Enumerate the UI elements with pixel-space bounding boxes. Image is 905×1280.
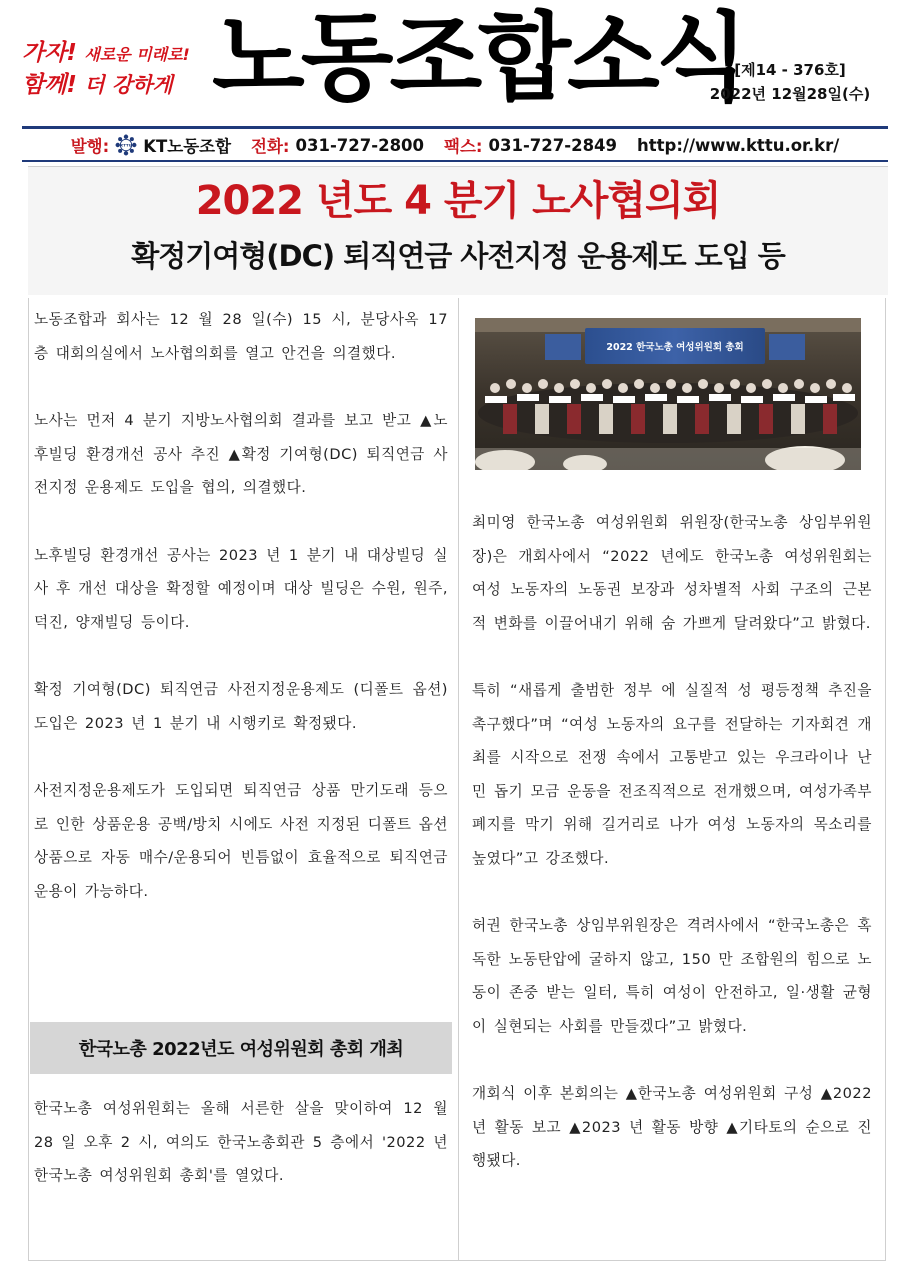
right-paragraph-3: 허권 한국노총 상임부위원장은 격려사에서 “한국노총은 혹독한 노동탄압에 굴하지 않고, 150 만 조합원의 힘으로 노동이 존중 받는 일터, 특히 여성이 안전하고, 일·생활 균형이 실현되는 사회를 만들겠다”고 밝혔다. [472,917,872,1035]
publisher-bar [22,131,888,159]
slogan-line1-b: 새로운 미래로! [84,45,190,64]
photo-banner-text: 2022 한국노총 여성위원회 총회 [606,342,744,353]
fax-label: 팩스: [444,137,483,156]
slogan-line1-a: 가자! [22,40,77,66]
right-paragraph-1: 최미영 한국노총 여성위원회 위원장(한국노총 상임부위원장)은 개회사에서 “2022 년에도 한국노총 여성위원회는 여성 노동자의 노동권 보장과 성차별적 사회 구조의 근본적 변화를 이끌어내기 위해 숨 가쁘게 달려왔다”고 밝혔다. [472,514,872,632]
right-column [472,506,872,1178]
publisher-label: 발행: [70,137,110,156]
event-photo [475,318,861,470]
event-photo-illustration [475,318,861,470]
left-column-section2 [34,1092,448,1193]
left-paragraph-5: 사전지정운용제도가 도입되면 퇴직연금 상품 만기도래 등으로 인한 상품운용 공백/방치 시에도 사전 지정된 디폴트 옵션 상품으로 자동 매수/운용되어 빈틈없이 효율적으로 퇴직연금 운용이 가능하다. [34,782,448,900]
section-subhead: 한국노총 2022년도 여성위원회 총회 개최 [30,1022,452,1074]
website-link[interactable]: http://www.kttu.or.kr/ [637,135,840,155]
left-column [34,303,448,908]
left-paragraph-1: 노동조합과 회사는 12 월 28 일(수) 15 시, 분당사옥 17 층 대회의실에서 노사협의회를 열고 안건을 의결했다. [34,311,448,362]
bottom-rule [22,160,888,162]
slogan-line2-b: 더 강하게 [84,73,173,97]
left-section2-paragraph-1: 한국노총 여성위원회는 올해 서른한 살을 맞이하여 12 월 28 일 오후 2 시, 여의도 한국노총회관 5 층에서 '2022 년 한국노총 여성위원회 총회'를 열었다. [34,1100,448,1184]
headline-title: 2022 년도 4 분기 노사협의회 [195,178,721,224]
slogan [22,38,202,101]
headline-subtitle: 확정기여형(DC) 퇴직연금 사전지정 운용제도 도입 등 [131,239,785,273]
logo-text: KTTU [120,142,132,148]
left-paragraph-2: 노사는 먼저 4 분기 지방노사협의회 결과를 보고 받고 ▲노후빌딩 환경개선 공사 추진 ▲확정 기여형(DC) 퇴직연금 사전지정 운용제도 도입을 협의, 의결했다. [34,412,448,496]
issue-info [700,58,880,106]
issue-number: [제14 - 376호] [734,61,846,79]
column-divider [458,298,459,1260]
publisher-name: KT노동조합 [143,137,232,156]
right-paragraph-4: 개회식 이후 본회의는 ▲한국노총 여성위원회 구성 ▲2022 년 활동 보고 ▲2023 년 활동 방향 ▲기타토의 순으로 진행됐다. [472,1085,872,1169]
phone-number: 031-727-2800 [295,135,425,155]
phone-label: 전화: [251,137,290,156]
right-paragraph-2: 특히 “새롭게 출범한 정부 에 실질적 성 평등정책 추진을 촉구했다”며 “여성 노동자의 요구를 전달하는 기자회견 개최를 시작으로 전쟁 속에서 고통받고 있는 우크라이나 난민 돕기 모금 운동을 전조직적으로 전개했으며, 여성가족부 폐지를 막기 위해 길거리로 나가 여성 노동자의 목소리를 높였다”고 강조했다. [472,682,872,867]
kttu-logo-icon [115,134,137,156]
newsletter-title: 노동조합소식 [212,2,745,114]
issue-date: 2022년 12월28일(수) [709,85,871,103]
slogan-line2-a: 함께! [22,72,77,98]
left-paragraph-4: 확정 기여형(DC) 퇴직연금 사전지정운용제도 (디폴트 옵션) 도입은 2023 년 1 분기 내 시행키로 확정됐다. [34,681,448,732]
fax-number: 031-727-2849 [488,135,618,155]
left-paragraph-3: 노후빌딩 환경개선 공사는 2023 년 1 분기 내 대상빌딩 실사 후 개선 대상을 확정할 예정이며 대상 빌딩은 수원, 원주, 덕진, 양재빌딩 등이다. [34,546,448,631]
top-rule [22,126,888,129]
